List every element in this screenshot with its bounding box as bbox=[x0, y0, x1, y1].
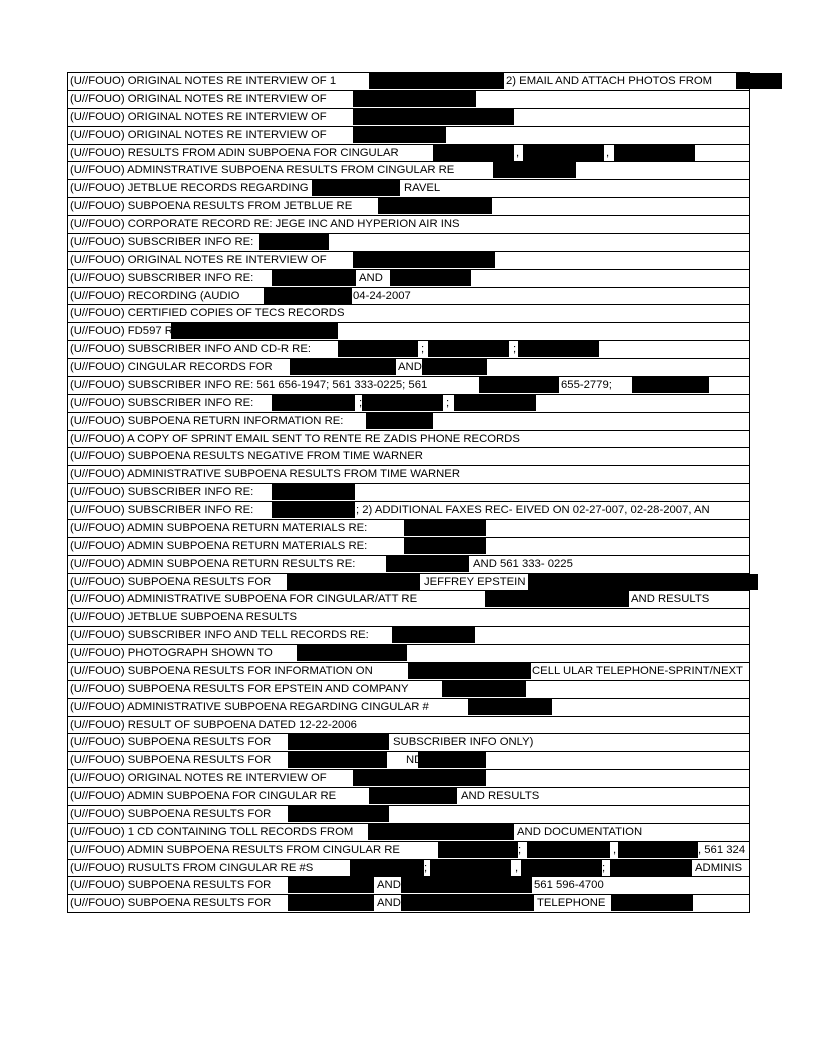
redaction-block bbox=[288, 806, 389, 822]
record-row bbox=[68, 824, 749, 842]
redaction-block bbox=[442, 681, 526, 697]
record-row bbox=[68, 145, 749, 163]
record-text: (U//FOUO) ORIGINAL NOTES RE INTERVIEW OF bbox=[70, 92, 327, 105]
record-row bbox=[68, 431, 749, 449]
redaction-block bbox=[404, 520, 486, 536]
record-text: (U//FOUO) CORPORATE RECORD RE: JEGE INC AND HYPERION AIR INS bbox=[70, 218, 460, 230]
redaction-block bbox=[438, 842, 518, 858]
record-text: JEFFREY EPSTEIN bbox=[424, 575, 526, 588]
redaction-block bbox=[378, 198, 492, 214]
redaction-block bbox=[523, 145, 604, 161]
redaction-block bbox=[401, 877, 532, 893]
record-row bbox=[68, 252, 749, 270]
record-text: (U//FOUO) ORIGINAL NOTES RE INTERVIEW OF bbox=[70, 772, 327, 785]
record-row bbox=[68, 538, 749, 556]
record-text: (U//FOUO) RESULT OF SUBPOENA DATED 12-22-2006 bbox=[70, 718, 357, 731]
redaction-block bbox=[404, 538, 486, 554]
record-text: ADMINIS bbox=[695, 861, 743, 874]
redaction-block bbox=[618, 842, 698, 858]
record-row bbox=[68, 377, 749, 395]
record-text: ; 2) ADDITIONAL FAXES REC- EIVED ON 02-27-007, 02-28-2007, AN bbox=[356, 504, 710, 516]
record-text: (U//FOUO) ADMIN SUBPOENA RETURN RESULTS RE: bbox=[70, 557, 356, 570]
record-row bbox=[68, 770, 749, 788]
redaction-block bbox=[485, 591, 629, 607]
record-row bbox=[68, 699, 749, 717]
record-text: (U//FOUO) RUSULTS FROM CINGULAR RE #S bbox=[70, 861, 314, 874]
record-row bbox=[68, 627, 749, 645]
record-text: (U//FOUO) JETBLUE SUBPOENA RESULTS bbox=[70, 611, 298, 624]
record-text: SUBSCRIBER INFO ONLY) bbox=[393, 736, 534, 749]
record-text: (U//FOUO) SUBSCRIBER INFO RE: 561 656-1947; 561 333-0225; 561 bbox=[70, 378, 428, 391]
redaction-block bbox=[527, 842, 610, 858]
redaction-block bbox=[610, 860, 692, 876]
record-text: (U//FOUO) ORIGINAL NOTES RE INTERVIEW OF 1 bbox=[70, 75, 337, 87]
redaction-block bbox=[288, 895, 374, 911]
record-row bbox=[68, 717, 749, 735]
record-row bbox=[68, 788, 749, 806]
record-row bbox=[68, 645, 749, 663]
record-text: (U//FOUO) 1 CD CONTAINING TOLL RECORDS FROM bbox=[70, 825, 354, 838]
record-text: (U//FOUO) RESULTS FROM ADIN SUBPOENA FOR CINGULAR bbox=[70, 146, 399, 159]
redaction-block bbox=[288, 877, 374, 893]
redaction-block bbox=[408, 663, 531, 679]
record-text: (U//FOUO) ORIGINAL NOTES RE INTERVIEW OF bbox=[70, 253, 327, 266]
record-text: ; bbox=[518, 843, 522, 856]
record-text: , 561 324 bbox=[698, 843, 746, 856]
record-text: 2) EMAIL AND ATTACH PHOTOS FROM bbox=[506, 75, 713, 87]
record-row bbox=[68, 448, 749, 466]
record-text: (U//FOUO) ADMINISTRATIVE SUBPOENA REGARDING CINGULAR # bbox=[70, 700, 429, 713]
record-text: (U//FOUO) SUBPOENA RESULTS FOR bbox=[70, 736, 272, 749]
redaction-block bbox=[518, 341, 599, 357]
record-text: AND bbox=[377, 897, 401, 910]
record-text: , bbox=[515, 861, 519, 874]
record-row bbox=[68, 609, 749, 627]
record-text: ; bbox=[424, 861, 428, 874]
record-row bbox=[68, 574, 749, 592]
record-text: (U//FOUO) SUBSCRIBER INFO RE: bbox=[70, 271, 254, 284]
record-text: (U//FOUO) ADMINISTRATIVE SUBPOENA FOR CINGULAR/ATT RE bbox=[70, 593, 418, 606]
redaction-block bbox=[369, 73, 504, 89]
record-text: (U//FOUO) SUBPOENA RESULTS FOR bbox=[70, 807, 272, 820]
redaction-block bbox=[272, 395, 355, 411]
redaction-block bbox=[259, 234, 329, 250]
record-text: (U//FOUO) SUBSCRIBER INFO RE: bbox=[70, 396, 254, 409]
record-text: (U//FOUO) ADMIN SUBPOENA RESULTS FROM CINGULAR RE bbox=[70, 843, 400, 856]
record-row bbox=[68, 341, 749, 359]
record-text: (U//FOUO) SUBPOENA RESULTS FOR bbox=[70, 897, 272, 910]
redaction-block bbox=[353, 127, 446, 143]
record-text: (U//FOUO) CINGULAR RECORDS FOR bbox=[70, 361, 273, 373]
record-row bbox=[68, 663, 749, 681]
record-row bbox=[68, 234, 749, 252]
redaction-block bbox=[353, 252, 495, 268]
redaction-block bbox=[433, 145, 514, 161]
record-text: (U//FOUO) SUBPOENA RESULTS FOR EPSTEIN AND COMPANY bbox=[70, 682, 409, 695]
record-text: (U//FOUO) SUBPOENA RESULTS FOR bbox=[70, 754, 272, 767]
record-text: ; bbox=[513, 343, 517, 356]
record-text: ; bbox=[421, 343, 425, 356]
record-row bbox=[68, 556, 749, 574]
redaction-block bbox=[493, 162, 576, 178]
record-row bbox=[68, 466, 749, 484]
record-text: ND bbox=[406, 754, 423, 767]
record-text: 04-24-2007 bbox=[353, 289, 411, 302]
record-row bbox=[68, 127, 749, 145]
redaction-block bbox=[401, 895, 534, 911]
record-text: (U//FOUO) FD597 RE bbox=[70, 325, 181, 338]
record-text: (U//FOUO) SUBPOENA RESULTS FOR INFORMATION ON bbox=[70, 664, 373, 677]
record-text: RAVEL bbox=[404, 182, 441, 195]
record-text: 655-2779; bbox=[561, 378, 612, 391]
record-row bbox=[68, 502, 749, 520]
record-text: 561 596-4700 bbox=[534, 879, 604, 892]
record-row bbox=[68, 734, 749, 752]
record-row bbox=[68, 270, 749, 288]
record-row bbox=[68, 520, 749, 538]
redaction-block bbox=[614, 145, 695, 161]
record-text: (U//FOUO) SUBSCRIBER INFO RE: bbox=[70, 486, 254, 499]
redaction-block bbox=[736, 73, 782, 89]
record-text: AND DOCUMENTATION bbox=[517, 825, 643, 838]
record-row bbox=[68, 162, 749, 180]
redaction-block bbox=[430, 860, 511, 876]
redaction-block bbox=[353, 91, 476, 107]
record-row bbox=[68, 591, 749, 609]
record-row bbox=[68, 752, 749, 770]
record-row bbox=[68, 806, 749, 824]
redaction-block bbox=[297, 645, 407, 661]
record-row bbox=[68, 413, 749, 431]
record-row bbox=[68, 305, 749, 323]
redaction-block bbox=[479, 377, 559, 393]
record-text: (U//FOUO) SUBPOENA RESULTS FROM JETBLUE RE bbox=[70, 200, 353, 213]
record-text: AND RESULTS bbox=[461, 790, 540, 802]
record-row bbox=[68, 681, 749, 699]
redaction-block bbox=[422, 359, 487, 375]
redaction-block bbox=[368, 824, 514, 840]
record-row bbox=[68, 877, 749, 895]
record-row bbox=[68, 91, 749, 109]
redaction-block bbox=[528, 574, 758, 590]
record-text: , bbox=[613, 843, 617, 856]
redaction-block bbox=[272, 270, 356, 286]
record-text: (U//FOUO) SUBSCRIBER INFO AND TELL RECORDS RE: bbox=[70, 629, 369, 642]
record-text: AND bbox=[398, 361, 422, 373]
redaction-block bbox=[386, 556, 469, 572]
record-text: AND 561 333- 0225 bbox=[473, 557, 573, 570]
redaction-block bbox=[272, 502, 355, 518]
redaction-block bbox=[312, 180, 400, 196]
record-text: CELL ULAR TELEPHONE-SPRINT/NEXT bbox=[532, 664, 743, 677]
record-text: (U//FOUO) SUBPOENA RESULTS NEGATIVE FROM TIME WARNER bbox=[70, 450, 423, 463]
record-text: (U//FOUO) SUBSCRIBER INFO RE: bbox=[70, 235, 254, 248]
record-text: AND RESULTS bbox=[631, 593, 710, 606]
redaction-block bbox=[353, 109, 514, 125]
redaction-block bbox=[264, 288, 352, 304]
record-text: ; bbox=[446, 396, 450, 409]
redaction-block bbox=[418, 752, 486, 768]
redaction-block bbox=[290, 359, 396, 375]
redaction-block bbox=[350, 860, 424, 876]
record-text: (U//FOUO) CERTIFIED COPIES OF TECS RECORDS bbox=[70, 307, 345, 320]
record-row bbox=[68, 860, 749, 878]
record-row bbox=[68, 359, 749, 377]
record-text: (U//FOUO) SUBPOENA RESULTS FOR bbox=[70, 575, 272, 588]
redaction-block bbox=[288, 752, 387, 768]
redaction-block bbox=[468, 699, 552, 715]
record-text: , bbox=[606, 146, 610, 159]
record-text: , bbox=[516, 146, 520, 159]
record-row bbox=[68, 288, 749, 306]
redaction-block bbox=[454, 395, 536, 411]
record-row bbox=[68, 842, 749, 860]
redaction-block bbox=[369, 788, 457, 804]
record-text: TELEPHONE bbox=[537, 897, 606, 910]
redaction-block bbox=[632, 377, 709, 393]
record-row bbox=[68, 395, 749, 413]
record-text: (U//FOUO) PHOTOGRAPH SHOWN TO bbox=[70, 647, 273, 659]
redaction-block bbox=[428, 341, 509, 357]
record-row bbox=[68, 484, 749, 502]
record-text: (U//FOUO) ORIGINAL NOTES RE INTERVIEW OF bbox=[70, 128, 327, 141]
redaction-block bbox=[287, 574, 420, 590]
redaction-block bbox=[390, 270, 471, 286]
record-text: (U//FOUO) SUBSCRIBER INFO RE: bbox=[70, 504, 254, 516]
record-row bbox=[68, 216, 749, 234]
record-text: (U//FOUO) ADMIN SUBPOENA FOR CINGULAR RE bbox=[70, 790, 337, 802]
redaction-block bbox=[272, 484, 355, 500]
redaction-block bbox=[366, 413, 433, 429]
record-row bbox=[68, 180, 749, 198]
redaction-block bbox=[611, 895, 693, 911]
record-row bbox=[68, 323, 749, 341]
record-text: (U//FOUO) RECORDING (AUDIO bbox=[70, 289, 240, 302]
record-text: (U//FOUO) ADMIN SUBPOENA RETURN MATERIALS RE: bbox=[70, 539, 368, 552]
record-row bbox=[68, 109, 749, 127]
redaction-block bbox=[362, 395, 443, 411]
record-row bbox=[68, 895, 749, 913]
record-row bbox=[68, 73, 749, 91]
record-text: (U//FOUO) ADMINISTRATIVE SUBPOENA RESULTS FROM TIME WARNER bbox=[70, 468, 460, 481]
redaction-block bbox=[353, 770, 486, 786]
record-text: (U//FOUO) SUBPOENA RETURN INFORMATION RE: bbox=[70, 414, 344, 427]
redaction-block bbox=[521, 860, 602, 876]
record-text: AND bbox=[359, 271, 383, 284]
record-text: (U//FOUO) SUBPOENA RESULTS FOR bbox=[70, 879, 272, 892]
record-text: ; bbox=[359, 396, 363, 409]
redaction-block bbox=[288, 734, 389, 750]
records-table bbox=[67, 72, 750, 913]
record-text: (U//FOUO) ORIGINAL NOTES RE INTERVIEW OF bbox=[70, 110, 327, 123]
record-text: (U//FOUO) ADMINSTRATIVE SUBPOENA RESULTS FROM CINGULAR RE bbox=[70, 164, 455, 177]
record-text: (U//FOUO) A COPY OF SPRINT EMAIL SENT TO RENTE RE ZADIS PHONE RECORDS bbox=[70, 432, 520, 445]
record-text: ; bbox=[602, 861, 606, 874]
record-row bbox=[68, 198, 749, 216]
redaction-block bbox=[338, 341, 418, 357]
record-text: AND bbox=[377, 879, 401, 892]
record-text: (U//FOUO) JETBLUE RECORDS REGARDING bbox=[70, 182, 309, 195]
redaction-block bbox=[171, 323, 338, 339]
record-text: (U//FOUO) ADMIN SUBPOENA RETURN MATERIALS RE: bbox=[70, 521, 368, 534]
redaction-block bbox=[392, 627, 475, 643]
record-text: (U//FOUO) SUBSCRIBER INFO AND CD-R RE: bbox=[70, 343, 312, 356]
